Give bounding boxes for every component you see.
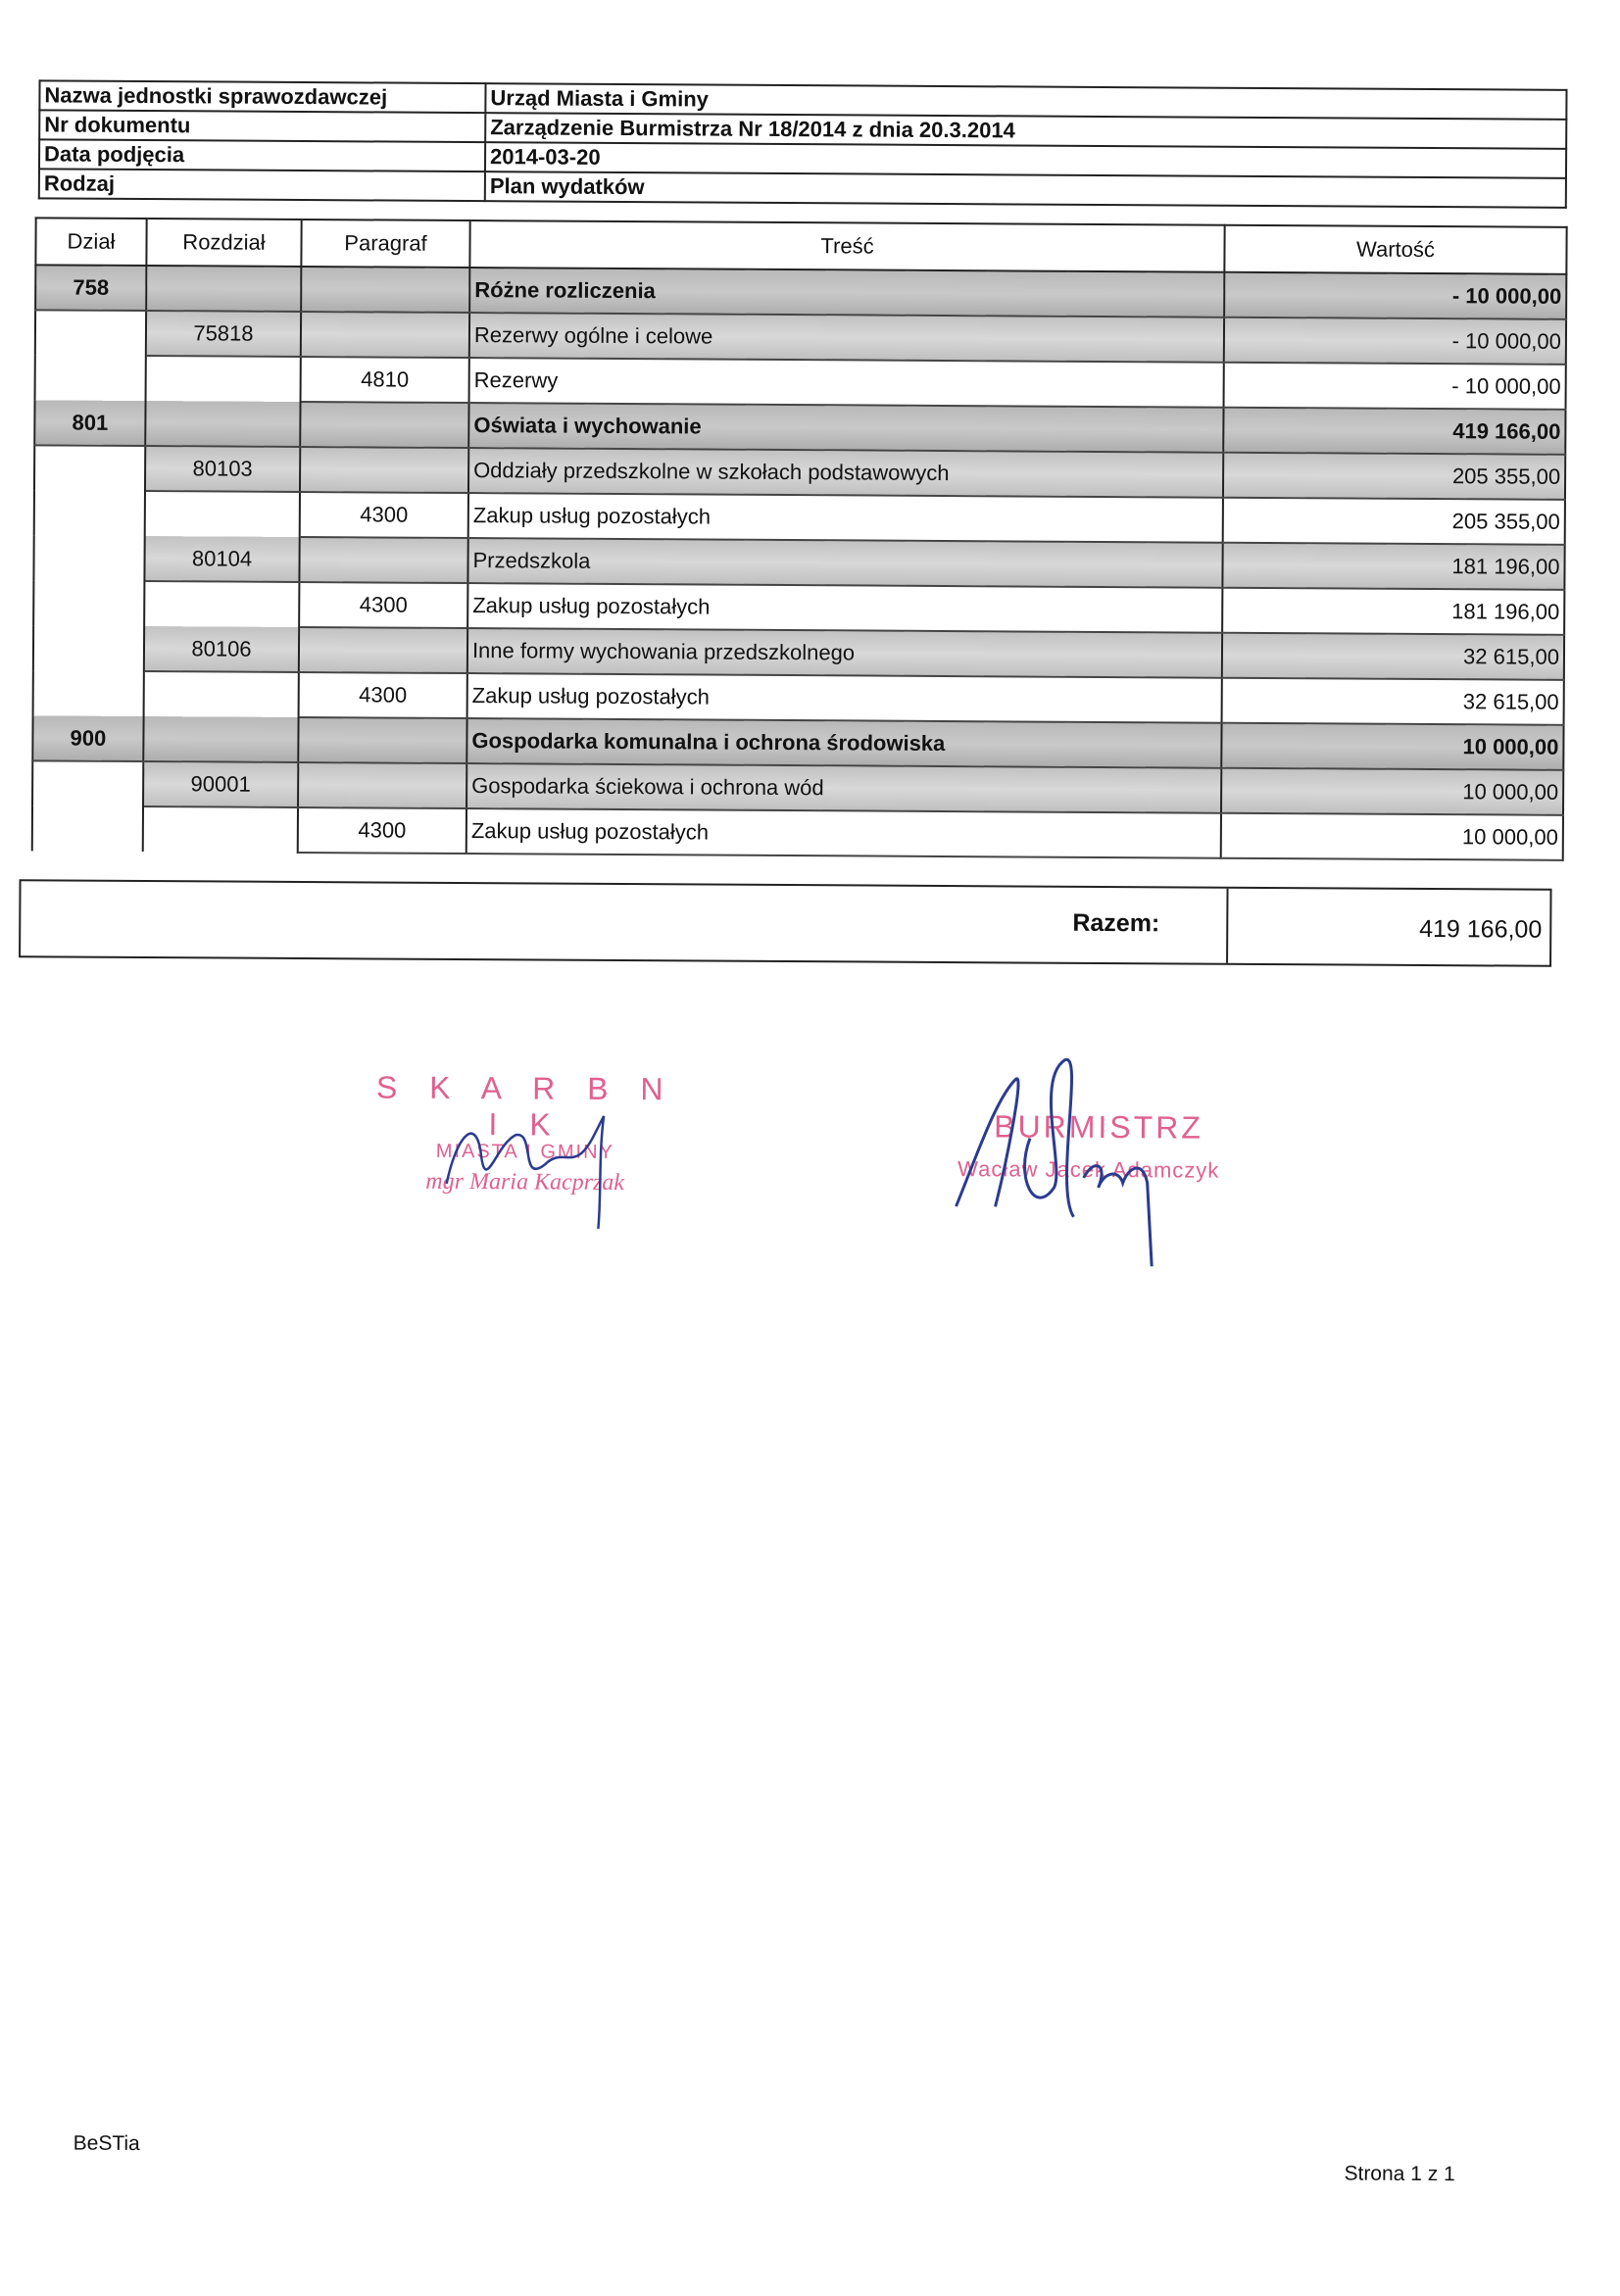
- cell-wartosc: 10 000,00: [1221, 813, 1563, 860]
- cell-rozdzial: [146, 356, 301, 402]
- cell-dzial: [32, 806, 143, 852]
- mayor-stamp-title: BURMISTRZ: [994, 1108, 1203, 1146]
- cell-dzial: 900: [32, 715, 143, 761]
- cell-tresc: Gospodarka komunalna i ochrona środowiska: [466, 718, 1221, 768]
- table-row: [32, 806, 1563, 860]
- cell-wartosc: 181 196,00: [1222, 543, 1564, 590]
- cell-wartosc: 205 355,00: [1223, 453, 1565, 500]
- cell-rozdzial: 75818: [146, 311, 301, 357]
- header-label: Nr dokumentu: [39, 110, 485, 142]
- treasurer-signature: [426, 1076, 653, 1234]
- cell-rozdzial: [144, 671, 299, 717]
- cell-wartosc: - 10 000,00: [1224, 363, 1566, 410]
- total-label: Razem:: [1072, 908, 1160, 938]
- header-value: Urząd Miasta i Gminy: [485, 83, 1566, 120]
- treasurer-stamp-subtitle: MIASTA I GMINY: [435, 1140, 614, 1163]
- cell-tresc: Oddziały przedszkolne w szkołach podstawowych: [468, 448, 1223, 498]
- cell-tresc: Zakup usług pozostałych: [467, 583, 1222, 633]
- cell-paragraf: 4300: [299, 582, 467, 628]
- cell-paragraf: [299, 627, 467, 673]
- treasurer-stamp-title: S K A R B N I K: [375, 1069, 675, 1143]
- cell-rozdzial: [145, 491, 300, 537]
- cell-wartosc: 10 000,00: [1221, 768, 1563, 815]
- cell-paragraf: [298, 717, 466, 763]
- cell-tresc: Oświata i wychowanie: [468, 403, 1223, 453]
- col-wartosc: Wartość: [1224, 225, 1566, 274]
- cell-paragraf: [300, 402, 468, 448]
- cell-rozdzial: [143, 806, 298, 853]
- header-info-table: [38, 79, 1568, 209]
- treasurer-stamp-name: mgr Maria Kacprzak: [425, 1168, 625, 1197]
- cell-tresc: Rezerwy: [469, 358, 1224, 408]
- cell-paragraf: [301, 312, 469, 358]
- total-value: 419 166,00: [1226, 889, 1549, 965]
- cell-wartosc: 32 615,00: [1222, 678, 1564, 725]
- cell-wartosc: - 10 000,00: [1224, 318, 1566, 365]
- cell-dzial: [33, 580, 144, 626]
- cell-dzial: [35, 355, 146, 401]
- cell-dzial: [35, 310, 146, 356]
- header-label: Nazwa jednostki sprawozdawczej: [39, 80, 485, 113]
- cell-tresc: Zakup usług pozostałych: [466, 808, 1221, 858]
- cell-rozdzial: 80104: [144, 536, 299, 582]
- cell-rozdzial: [143, 716, 298, 762]
- cell-tresc: Zakup usług pozostałych: [467, 673, 1222, 723]
- cell-dzial: [33, 625, 144, 671]
- cell-dzial: 758: [35, 265, 146, 311]
- col-dzial: Dział: [35, 218, 146, 266]
- cell-dzial: [34, 490, 145, 536]
- expenditure-table: [31, 217, 1568, 861]
- cell-paragraf: [299, 537, 467, 583]
- cell-paragraf: 4300: [300, 492, 468, 538]
- cell-tresc: Zakup usług pozostałych: [468, 493, 1223, 543]
- cell-wartosc: - 10 000,00: [1224, 272, 1566, 319]
- cell-rozdzial: 80103: [145, 446, 300, 492]
- cell-wartosc: 10 000,00: [1221, 723, 1563, 770]
- total-box: [19, 879, 1551, 967]
- cell-dzial: [33, 535, 144, 581]
- cell-wartosc: 205 355,00: [1223, 498, 1565, 545]
- col-paragraf: Paragraf: [301, 220, 469, 268]
- header-value: 2014-03-20: [485, 142, 1566, 178]
- cell-tresc: Inne formy wychowania przedszkolnego: [467, 628, 1222, 678]
- cell-paragraf: 4300: [299, 672, 467, 718]
- cell-paragraf: 4810: [301, 357, 469, 403]
- mayor-stamp-name: Wacław Jacek Adamczyk: [957, 1156, 1220, 1183]
- header-label: Data podjęcia: [39, 139, 485, 171]
- cell-rozdzial: 80106: [144, 626, 299, 672]
- cell-dzial: [32, 760, 143, 806]
- cell-tresc: Różne rozliczenia: [469, 268, 1224, 318]
- cell-dzial: [34, 445, 145, 491]
- cell-wartosc: 32 615,00: [1222, 633, 1564, 680]
- col-tresc: Treść: [469, 220, 1224, 272]
- cell-paragraf: 4300: [298, 807, 466, 854]
- cell-tresc: Przedszkola: [467, 538, 1222, 588]
- cell-paragraf: [298, 762, 466, 808]
- header-label: Rodzaj: [39, 169, 485, 201]
- cell-dzial: [33, 670, 144, 716]
- cell-wartosc: 181 196,00: [1222, 588, 1564, 635]
- mayor-signature: [936, 1040, 1192, 1277]
- header-value: Zarządzenie Burmistrza Nr 18/2014 z dnia 20.3.2014: [485, 113, 1566, 149]
- cell-paragraf: [301, 267, 469, 313]
- col-rozdzial: Rozdział: [146, 219, 301, 267]
- cell-rozdzial: [146, 266, 301, 312]
- footer-software: BeSTia: [73, 2131, 140, 2156]
- header-value: Plan wydatków: [485, 171, 1566, 208]
- cell-tresc: Gospodarka ściekowa i ochrona wód: [466, 763, 1221, 813]
- footer-page-number: Strona 1 z 1: [1344, 2162, 1455, 2186]
- cell-dzial: 801: [34, 400, 145, 446]
- cell-wartosc: 419 166,00: [1223, 408, 1565, 455]
- cell-rozdzial: [144, 581, 299, 627]
- cell-rozdzial: [145, 401, 300, 447]
- cell-rozdzial: 90001: [143, 761, 298, 807]
- cell-tresc: Rezerwy ogólne i celowe: [469, 313, 1224, 363]
- cell-paragraf: [300, 447, 468, 493]
